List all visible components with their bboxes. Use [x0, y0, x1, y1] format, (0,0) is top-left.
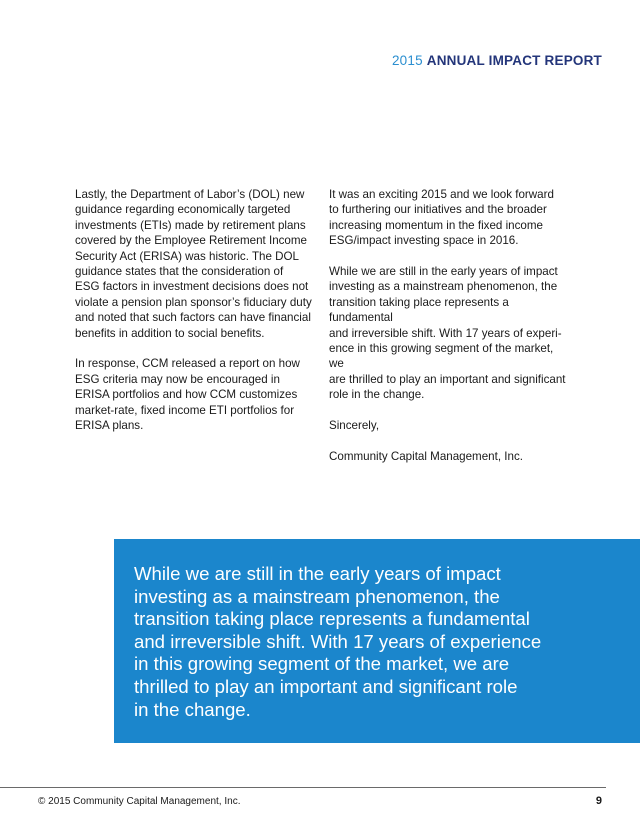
- page-number: 9: [595, 795, 602, 807]
- paragraph-dol-guidance: Lastly, the Department of Labor’s (DOL) new guidance regarding economically targeted investments (ETIs) made by retirement plans covered by the Employee Retirement Income Security Act (ERISA) was historic. The DOL guidance states that the consideration of ESG factors in investment decisions does not violate a pension plan sponsor’s fiduciary duty and noted that such factors can have financial benefits in addition to social benefits.: [75, 188, 312, 340]
- footer-divider: [0, 787, 606, 788]
- paragraph-early-years: While we are still in the early years of impact investing as a mainstream phenomenon, the transition taking place represents a fundamental and irreversible shift. With 17 years of experi- ence in this growing segment of the market, we are thrilled to play an important and significant role in the change.: [329, 265, 566, 402]
- paragraph-sincerely: Sincerely,: [329, 419, 380, 433]
- report-year: 2015: [391, 53, 423, 68]
- paragraph-exciting-year: It was an exciting 2015 and we look forward to furthering our initiatives and the broader increasing momentum in the fixed income ESG/impact investing space in 2016.: [329, 188, 554, 248]
- report-title: ANNUAL IMPACT REPORT: [426, 53, 602, 68]
- pull-quote-box: [114, 539, 640, 743]
- paragraph-ccm-report: In response, CCM released a report on how ESG criteria may now be encouraged in ERISA portfolios and how CCM customizes market-rate, fixed income ETI portfolios for ERISA plans.: [75, 357, 300, 433]
- footer-copyright: © 2015 Community Capital Management, Inc.: [38, 796, 241, 807]
- pull-quote-text: While we are still in the early years of impact investing as a mainstream phenomenon, the transition taking place represents a fundamental and irreversible shift. With 17 years of experience in this growing segment of the market, we are thrilled to play an important and significant role in the change.: [134, 563, 542, 720]
- report-header: [392, 53, 602, 68]
- right-column: [329, 187, 569, 480]
- left-column: [75, 187, 325, 449]
- paragraph-signature: Community Capital Management, Inc.: [329, 449, 523, 463]
